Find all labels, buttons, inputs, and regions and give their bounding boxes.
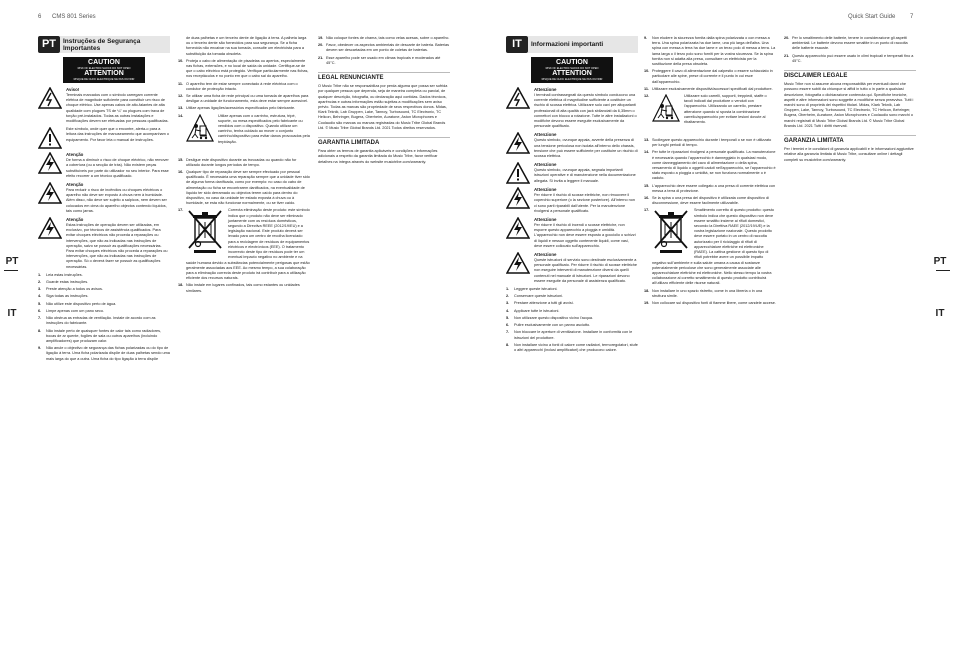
list-item [506, 343, 638, 353]
item-text: Não instale perto de quaisquer fontes de calor tais como radiadores, bocas de ar quente, fogões de sala ou outros aparelhos (incluindo amplificadores) que produzam calor. [46, 328, 162, 343]
warning-block [38, 217, 170, 270]
warning-title: Atenção [66, 217, 84, 223]
caution-label: CAUTION RISK OF ELECTRIC SHOCK DO NOT OPEN ATTENTION RISQUE DE CHOC ELECTRIQUE NE PAS OUVRIR [531, 57, 613, 83]
item-text: Qualquer tipo de reparação deve ser sempre efectuado por pessoal qualificado. É necessária uma reparação sempre que a unidade tiver sido de alguma forma danificada, como por exemplo: no caso do cabo de alimentação ou ficha se encontrarem danificados, na eventualidade de líquido ter sido derramado ou objectos terem caído para dentro do dispositivo, no caso da unidade ter estado exposta à chuva ou à humidade, se esta não funcionar normalmente, ou se tiver caído. [186, 170, 310, 206]
warning-title: Attenzione [534, 252, 557, 258]
list-item [506, 287, 638, 292]
item-text: Leia estas instruções. [46, 272, 83, 277]
electric-shock-icon [506, 132, 530, 154]
item-text: Desligue este dispositivo durante as trovoadas ou quando não for utilizado durante longos períodos de tempo. [186, 157, 297, 167]
list-item [178, 114, 310, 156]
warning-title: Atenção [66, 152, 84, 158]
legal-text: O Music Tribe não se responsabiliza por perda alguma que possa ser sofrida por qualquer pessoa que dependa, seja de maneira completa ou parcial, de qualquer descrição, fotografia, ou declaração aqui contidas. Dados técnicos, aparências e outras informações estão sujeitas a modificações sem aviso prévio. Todas as marcas são propriedade de seus respectivos donos. Midas, Klark Teknik, Lab Gruppen, Lake, Tannoy, Turbosound, TC Electronic, TC Helicon, Behringer, Bugera, Oberheim, Auratone, Aston Microphones e Coolaudio são marcas ou marcas registradas do Music Tribe Global Brands Ltd. © Music Tribe Global Brands Ltd. 2021 Todos direitos reservados. [318, 84, 448, 130]
warning-text [66, 217, 170, 270]
warning-block [506, 132, 638, 159]
pt-column-3 [318, 36, 450, 168]
item-text: Questo apparecchio può essere usato in climi tropicali e temperati fino a 45°C. [792, 53, 914, 63]
list-item [644, 301, 776, 306]
item-number: 7. [506, 330, 510, 335]
item-number: 16. [644, 196, 650, 201]
warning-block [506, 252, 638, 284]
warning-title: Attenzione [534, 162, 557, 168]
list-item [38, 294, 170, 299]
language-badge: IT [506, 36, 528, 53]
item-number: 17. [644, 208, 650, 213]
warning-block [38, 152, 170, 179]
item-text: Non installare in uno spazio ristretto, come in una libreria o in una struttura simile. [652, 288, 763, 298]
item-number: 19. [644, 300, 650, 305]
item-number: 6. [506, 323, 510, 328]
side-divider [936, 270, 950, 271]
item-number: 15. [178, 157, 184, 162]
exclamation-warning-icon [506, 162, 530, 184]
item-text: L'apparecchio deve essere collegato a una presa di corrente elettrica con messa a terra di protezione. [652, 183, 776, 193]
item-text: Utilize apenas com o carrinho, estrutura, tripé, suporte, ou mesa especificados pelo fabricante ou vendidos com o dispositivo. Quando utilizar um carrinho, tenha cuidado ao mover o conjunto carrinho/dispositivo para evitar danos provocados pela terpidação. [186, 114, 310, 156]
side-tab-it-left: IT [7, 307, 17, 319]
legal-title: DISCLAIMER LEGALE [784, 70, 916, 79]
item-text: Per lo smaltimento delle batterie, tenere in considerazione gli aspetti ambientali. Le batterie devono essere smaltite in un punto di raccolta delle batterie esauste. [792, 36, 908, 51]
instruction-list [38, 273, 170, 362]
item-text: Utilizzare esclusivamente dispositivi/accessori specificati dal produttore. [652, 86, 773, 91]
instruction-list [506, 287, 638, 353]
item-text: Non utilizzare questo dispositivo vicino l'acqua. [514, 315, 594, 320]
item-number: 20. [784, 36, 790, 40]
item-number: 10. [178, 58, 184, 63]
warning-text [534, 187, 638, 214]
warranty-title: GARANTIA LIMITADA [318, 137, 450, 146]
list-item [38, 316, 170, 326]
item-number: 14. [644, 150, 650, 155]
page-number-left: 6 [38, 14, 42, 20]
warning-text [534, 162, 638, 184]
electric-shock-icon [38, 152, 62, 174]
electric-shock-icon [506, 217, 530, 239]
warning-text [66, 87, 170, 124]
series-name: CMS 801 Series [52, 14, 96, 20]
item-number: 17. [178, 208, 184, 213]
warning-block [506, 217, 638, 249]
list-item [644, 289, 776, 299]
side-tab-pt-left: PT [5, 255, 19, 267]
list-item [178, 283, 310, 293]
list-item [784, 54, 916, 64]
item-text: Não coloque fontes de chama, tais como velas acesas, sobre o aparelho. [326, 36, 450, 40]
item-number: 13. [644, 138, 650, 143]
language-badge: PT [38, 36, 60, 53]
list-item [178, 106, 310, 111]
lightning-warning-icon [506, 87, 530, 109]
list-item [178, 59, 310, 80]
item-text: Non installare vicino a fonti di calore come radiatori, termoregolatori, stufe o altri apparecchi (inclusi amplificatori) che producono calore. [514, 342, 638, 352]
item-text: Per tutte le riparazioni rivolgersi a personale qualificato. La manutenzione è necessaria quando l'apparecchio è danneggiato in qualsiasi modo, come danneggiamento del cavo di alimentazione o della spina, versamento di liquido o oggetti caduti nell'apparecchio, se l'apparecchio è stato esposto a pioggia o umidità, se non funziona normalmente o è caduto. [652, 150, 776, 181]
warning-body: Queste istruzioni di servizio sono destinate esclusivamente a personale qualificato. Per ridurre il rischio di scosse elettriche non eseguire interventi di manutenzione diversi da quelli contenuti nel manuale di istruzioni. Le riparazioni devono essere eseguite da personale di assistenza qualificato. [534, 258, 637, 283]
section-title: Informazioni importanti [528, 36, 638, 53]
list-item [38, 302, 170, 307]
item-number: 3. [506, 301, 510, 306]
list-item [178, 82, 310, 92]
warning-body: Questo simbolo, ovunque appaia, avverte della presenza di una tensione pericolosa non isolata all'interno dello chassis, tensione che può essere sufficiente per costituire un rischio di scossa elettrica. [534, 138, 638, 159]
item-text: Prestare attenzione a tutti gli avvisi. [514, 301, 574, 306]
item-number: 4. [38, 294, 42, 299]
it-column-3 [784, 36, 916, 166]
list-item [178, 170, 310, 206]
warning-title: Aviso! [66, 87, 80, 92]
warranty-title: GARANZIA LIMITATA [784, 135, 916, 144]
item-text: Non bloccare le aperture di ventilazione. Installare in conformità con le istruzioni del produttore. [514, 330, 633, 340]
item-text: Preste atenção a todos os avisos. [46, 287, 103, 292]
list-item [644, 150, 776, 181]
item-number: 9. [38, 346, 42, 351]
item-number: 5. [506, 315, 510, 320]
item-text: Leggere queste istruzioni. [514, 287, 558, 292]
warning-block [38, 182, 170, 214]
list-item [178, 94, 310, 104]
warning-title: Attenzione [534, 187, 557, 193]
weee-bin-icon [186, 208, 224, 254]
list-item [644, 36, 776, 67]
cart-tipover-icon [186, 114, 214, 154]
list-item [38, 346, 170, 362]
list-item [318, 36, 450, 41]
item-number: 8. [38, 328, 42, 333]
item-text: Guarde estas instruções. [46, 280, 89, 285]
item-text: Favor, obedecer os aspectos ambientais de descarte de bateria. Baterias devem ser descartadas em um ponto de coletas de baterias. [326, 43, 450, 53]
item-number: 12. [644, 94, 650, 99]
warning-title: Attenzione [534, 87, 557, 92]
lightning-warning-icon [38, 87, 62, 109]
side-tab-it-right: IT [935, 307, 945, 319]
warning-block [506, 162, 638, 184]
warning-text [66, 152, 170, 179]
item-text: Não obstrua as entradas de ventilação. Instale de acordo com as instruções do fabricante. [46, 316, 156, 326]
side-divider [4, 270, 18, 271]
item-number: 8. [506, 342, 510, 347]
warranty-text: Para obter os termos de garantia aplicáveis e condições e informações adicionais a respeito da garantia limitada do Music Tribe, favor verificar detalhes na íntegra através do website musictribe.com/warranty. [318, 149, 438, 164]
warning-block [506, 187, 638, 214]
caution-label: CAUTION RISK OF ELECTRIC SHOCK DO NOT OPEN ATTENTION RISQUE DE CHOC ELECTRIQUE NE PAS OUVRIR [63, 57, 145, 83]
warning-text [66, 182, 170, 214]
list-item [506, 323, 638, 328]
item-number: 2. [38, 280, 42, 285]
list-item [644, 208, 776, 286]
list-item [644, 138, 776, 148]
list-item [38, 273, 170, 278]
warning-text [534, 217, 638, 249]
warning-body: Per ridurre il rischio di incendi o scosse elettriche, non esporre questo apparecchio a pioggia e umidità. L'apparecchio non deve essere esposto a gocciolio o schizzi di liquidi e nessun oggetto contenente liquidi, come vasi, deve essere collocato sull'apparecchio. [534, 223, 636, 248]
item-text: Proteja o cabo de alimentação de pisadelas ou apertos, especialmente nas fichas, extensões, e no local de saída da unidade. Certifique-se de que o cabo eléctrico está protegido. Verifique particularmente nas fichas, nos receptáculos e no ponto em que o cabo sai do aparelho. [186, 58, 309, 79]
item-number: 14. [178, 113, 184, 118]
item-text: Limpe apenas com um pano seco. [46, 308, 105, 313]
item-number: 16. [178, 170, 184, 175]
item-number: 20. [318, 43, 324, 48]
item-number: 5. [38, 301, 42, 306]
list-item [38, 287, 170, 292]
warning-list [506, 87, 638, 284]
item-text: Non eludere la sicurezza fornita dalla spina polarizzata o con messa a terra. Una spina polarizzata ha due lame, una più larga dell'altra. Una spina con messa a terra ha due lame e un terzo polo di messa a terra. La lama larga o il terzo polo sono forniti per la vostra sicurezza. Se la spina fornita non si adatta alla presa, consultare un elettricista per la sostituzione della presa obsoleta. [652, 36, 776, 67]
item-number: 2. [506, 294, 510, 299]
warning-title: Attenzione [534, 217, 557, 223]
list-item [644, 94, 776, 136]
item-text: Siga todas as instruções. [46, 294, 89, 299]
list-item [644, 87, 776, 92]
item-text: Esse aparelho pode ser usado em climas tropicais e moderados até 45°C. [326, 55, 441, 65]
list-item [38, 329, 170, 345]
exclamation-warning-icon [38, 127, 62, 149]
warning-block [506, 87, 638, 129]
warning-title: Attenzione [534, 132, 557, 138]
item-text: Utilize apenas ligações/acessórios especificados pelo fabricante. [186, 106, 296, 111]
warning-text [66, 127, 170, 149]
item-number: 12. [178, 94, 184, 99]
item-text: Non collocare sul dispositivo fonti di fiamme libere, come candele accese. [652, 300, 776, 305]
pt-section-header [38, 36, 170, 53]
item-number: 13. [178, 106, 184, 111]
item-number: 21. [784, 53, 790, 58]
pt-column-1 [38, 36, 170, 364]
list-item [506, 330, 638, 340]
list-item [38, 280, 170, 285]
it-section-header [506, 36, 638, 53]
item-text: Não utilize este dispositivo perto de água. [46, 301, 117, 306]
list-item [318, 43, 450, 53]
item-text: Smaltimento corretto di questo prodotto: questo simbolo indica che questo dispositivo non deve essere smaltito insieme ai rifiuti domestici, secondo la Direttiva RAEE (2012/19/UE) e la vostra legislazione nazionale. Questo prodotto deve essere portato in un centro di raccolta autorizzato per il riciclaggio di rifiuti di apparecchiature elettriche ed elettroniche (RAEE). La cattiva gestione di questo tipo di rifiuti potrebbe avere un possibile impatto negativo sull'ambiente e sulla salute umana a causa di sostanze potenzialmente pericolose che sono generalmente associate alle apparecchiature elettriche ed elettroniche. Nello stesso tempo la vostra collaborazione al corretto smaltimento di questo prodotto contribuirà all'utilizzo efficiente delle risorse naturali. [652, 208, 774, 286]
list-item [644, 196, 776, 206]
item-text: de duas palhetas e um terceiro dente de ligação à terra. A palheta larga ou o terceiro dente são fornecidos para sua segurança. Se a ficha fornecida não encaixar na sua tomada, consulte um electricista para a substituição da tomada obsoleta. [186, 36, 307, 56]
guide-title: Quick Start Guide [848, 14, 896, 20]
item-text: Pulire esclusivamente con un panno asciutto. [514, 323, 591, 328]
list-item [506, 309, 638, 314]
item-number: 3. [38, 287, 42, 292]
item-number: 18. [178, 283, 184, 288]
item-number: 7. [38, 316, 42, 321]
list-item [644, 69, 776, 85]
item-text: Se utilizar uma ficha de rede principal ou uma tomada de aparelhos para desligar a unidade de funcionamento, esta deve estar sempre acessível. [186, 94, 309, 104]
electric-shock-icon [506, 252, 530, 274]
item-number [178, 36, 186, 57]
item-number: 4. [506, 308, 510, 313]
item-number: 1. [38, 272, 42, 277]
page-number-right: 7 [910, 14, 914, 20]
warning-block [38, 127, 170, 149]
item-number: 21. [318, 55, 324, 60]
warning-text [534, 132, 638, 159]
item-text: Se la spina o una presa del dispositivo è utilizzata come dispositivo di disconnessione, deve essere facilmente utilizzabile. [652, 196, 769, 206]
warning-body: I terminali contrassegnati da questo simbolo conducono una corrente elettrica di magnitudine sufficiente a costituire un rischio di scossa elettrica. Utilizzare solo cavi per altoparlanti professionali di alta qualità con jack sbilanciati da 6,35mm o connettori con blocco a rotazione. Tutte le altre installazioni o modifiche devono essere eseguite esclusivamente da personale qualificato. [534, 93, 637, 129]
electric-shock-icon [38, 182, 62, 204]
item-text: O aparelho tem de estar sempre conectado à rede eléctrica com o condutor de protecção intacto. [186, 81, 298, 91]
warning-body: Terminais marcados com o símbolo carregam corrente elétrica de magnitude suficiente para constituir um risco de choque elétrico. Use apenas cabos de alto-falantes de alta qualidade com plugues TS de ¼" ou plugues com trava de torção pré-instalados. Todas as outras instalações e modificações devem ser efetuadas por pessoas qualificadas. [66, 93, 169, 124]
list-item [178, 36, 310, 57]
weee-bin-icon [652, 208, 690, 254]
list-item [506, 316, 638, 321]
pt-column-2 [178, 36, 310, 296]
item-text: Applicare tutte le istruzioni. [514, 308, 560, 313]
warranty-text: Per i termini e le condizioni di garanzia applicabili e le informazioni aggiuntive relative alla garanzia limitata di Music Tribe, consultare online i dettagli completi su musictribe.com/warranty. [784, 147, 914, 162]
electric-shock-icon [506, 187, 530, 209]
side-tab-pt-right: PT [933, 255, 947, 267]
list-item [178, 208, 310, 281]
item-number: 1. [506, 287, 510, 292]
list-item [38, 309, 170, 314]
item-number: 11. [644, 86, 650, 91]
list-item [784, 36, 916, 52]
list-item [178, 158, 310, 168]
item-number: 11. [178, 81, 184, 86]
legal-text: Music Tribe non si assume alcuna responsabilità per eventuali danni che possono essere subiti da chiunque si affidi in tutto o in parte a qualsiasi descrizione, fotografia o dichiarazione contenuta qui. Specifiche tecniche, aspetti e altre informazioni sono soggette a modifiche senza preavviso. Tutti i marchi sono di proprietà dei rispettivi titolari. Midas, Klark Teknik, Lab Gruppen, Lake, Tannoy, Turbosound, TC Electronic, TC Helicon, Behringer, Bugera, Oberheim, Auratone, Aston Microphones e Coolaudio sono marchi o marchi registrati di Music Tribe Global Brands Ltd. © Music Tribe Global Brands Ltd. 2021 Tutti i diritti riservati. [784, 82, 914, 128]
item-number: 6. [38, 308, 42, 313]
it-column-2 [644, 36, 776, 308]
warning-text [534, 87, 638, 129]
warning-block [38, 87, 170, 124]
warning-text [534, 252, 638, 284]
item-text: Scollegare questo apparecchio durante i temporali o se non è utilizzato per lunghi periodi di tempo. [652, 138, 772, 148]
item-text: Proteggere il cavo di alimentazione dal calpestio o essere schiacciato in particolare alle spine, prese di corrente e il punto in cui esce dall'apparecchio. [652, 69, 773, 84]
warning-body: Este símbolo, onde quer que o encontre, alerta-o para a leitura das instruções de manuseamento que acompanham o equipamento. Por favor leia o manual de instruções. [66, 127, 169, 142]
it-column-1 [506, 36, 638, 355]
item-text: Não instale em lugares confinados, tais como estantes ou unidades similares. [186, 283, 300, 293]
item-number: 19. [318, 36, 324, 40]
warning-list [38, 87, 170, 270]
warning-body: Per ridurre il rischio di scosse elettriche, non rimuovere il coperchio superiore (o la sezione posteriore). All'interno non ci sono parti riparabili dall'utente. Per la manutenzione rivolgersi a personale qualificato. [534, 193, 635, 213]
item-number: 15. [644, 183, 650, 188]
warning-title: Atenção [66, 182, 84, 188]
cart-tipover-icon [652, 94, 680, 134]
warning-body: Estas instruções de operação devem ser utilizadas, em exclusivo, por técnicos de assistência qualificados. Para evitar choques eléctricos não proceda a reparações ou intervenções, que não as indicadas nas instruções de operação, salvo se possuir as qualificações necessárias. Para evitar choques eléctricos não proceda a reparações ou intervenções, que não as indicadas nas instruções de operação. Só o deverá fazer se possuir as qualificações necessárias. [66, 223, 168, 269]
section-title: Instruções de Segurança Importantes [60, 36, 170, 53]
item-text: Correcta eliminação deste produto: este símbolo indica que o produto não deve ser eliminado juntamente com os resíduos domésticos, segundo a Directiva REEE (2012/19/EU) e a legislação nacional. Este produto deverá ser levado para um centro de recolha licenciado para a reciclagem de resíduos de equipamentos eléctricos e electrónicos (EEE). O tratamento incorrecto deste tipo de resíduos pode ter um eventual impacto negativo no ambiente e na saúde humana devido a substâncias potencialmente perigosas que estão geralmente associadas aos EEE. Ao mesmo tempo, a sua colaboração para a eliminação correcta deste produto irá contribuir para a utilização eficiente dos recursos naturais. [186, 208, 310, 281]
list-item [644, 184, 776, 194]
item-number: 9. [644, 36, 648, 40]
item-text: Utilizzare solo carrelli, supporti, treppiedi, staffe o tavoli indicati dal produttore o venduti con l'apparecchio. Utilizzando un carrello, prestare attenzione quando si sposta la combinazione carrello/apparecchio per evitare lesioni dovute al ribaltamento. [652, 94, 776, 136]
electric-shock-icon [38, 217, 62, 239]
item-text: Não anule o objectivo de segurança das fichas polarizadas ou do tipo de ligação à terra. Uma ficha polarizada dispõe de duas palhetas sendo uma mais larga do que a outra. Uma ficha do tipo ligação à terra dispõe [46, 346, 170, 361]
list-item [318, 56, 450, 66]
item-text: Conservare queste istruzioni. [514, 294, 564, 299]
warning-body: De forma a diminuir o risco de choque eléctrico, não remover a cobertura (ou a secção de trás). Não existem peças substituíveis por parte do utilizador no seu interior. Para esse efeito recorrer a um técnico qualificado. [66, 158, 169, 178]
list-item [506, 301, 638, 306]
warning-body: Questo simbolo, ovunque appaia, segnala importanti istruzioni operative e di manutenzione nella documentazione allegata. Si invita a leggere il manuale. [534, 168, 636, 183]
list-item [506, 294, 638, 299]
warning-body: Para reduzir o risco de incêndios ou choques eléctricos o aparelho não deve ser exposto à chuva nem à humidade. Além disso, não deve ser sujeito a salpicos, nem devem ser colocados em cima do aparelho objectos contendo líquidos, tais como jarras. [66, 188, 167, 213]
item-number: 18. [644, 288, 650, 293]
legal-title: LEGAL RENUNCIANTE [318, 72, 450, 81]
item-number: 10. [644, 69, 650, 74]
